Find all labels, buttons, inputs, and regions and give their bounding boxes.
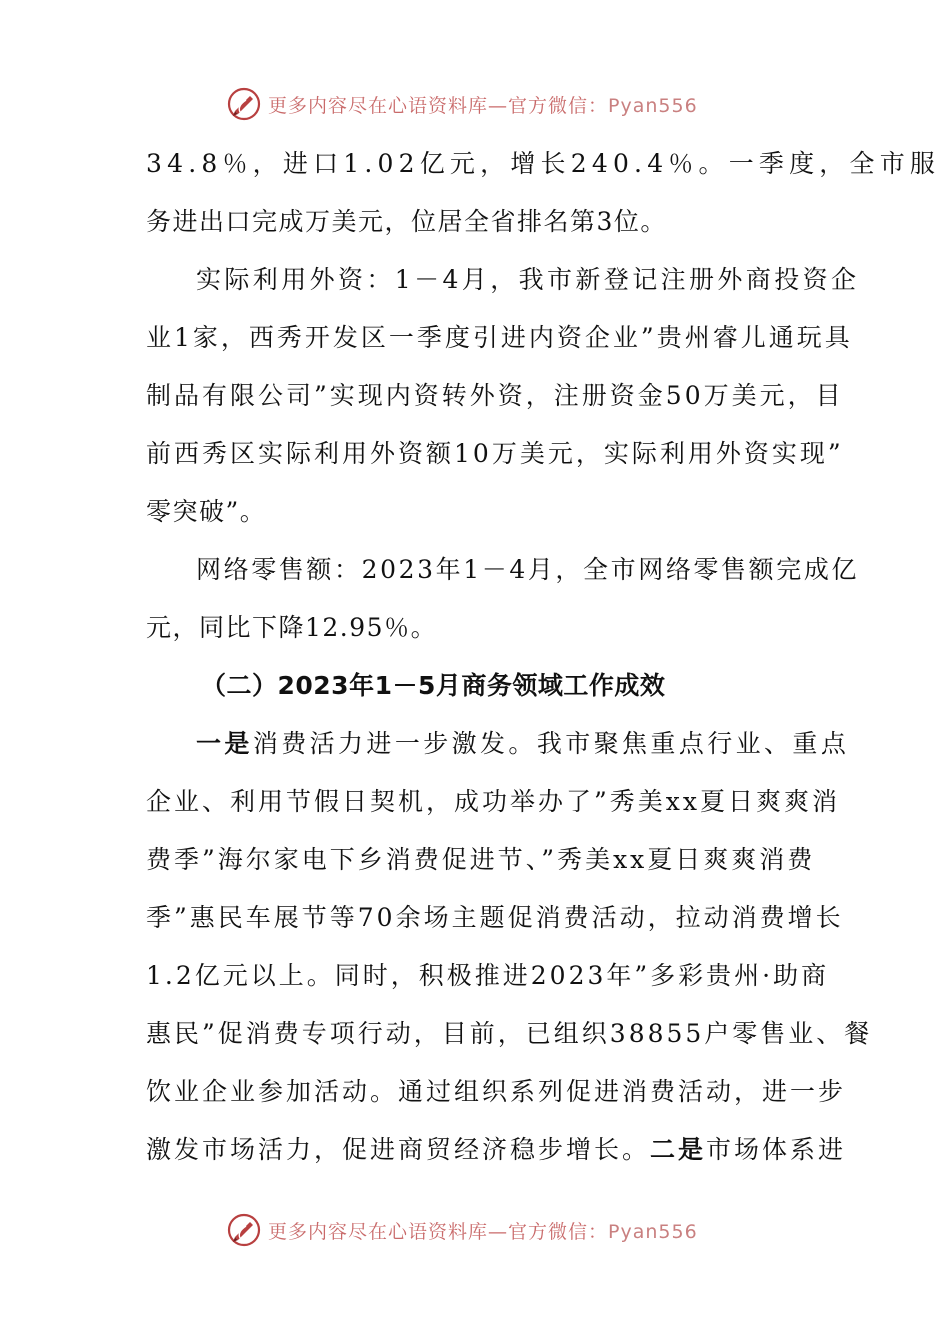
text-line: 业1家，西秀开发区一季度引进内资企业”贵州睿儿通玩具 xyxy=(146,323,853,352)
bold-marker: 一是 xyxy=(196,729,253,758)
wechat-handle: Pyan556 xyxy=(608,94,698,117)
text-line: 费季”海尔家电下乡消费促进节、”秀美xx夏日爽爽消费 xyxy=(146,845,816,874)
text-line: 企业、利用节假日契机，成功举办了”秀美xx夏日爽爽消 xyxy=(146,787,840,816)
text-line: 惠民”促消费专项行动，目前，已组织38855户零售业、餐 xyxy=(146,1019,873,1048)
bold-marker: 二是 xyxy=(650,1135,707,1164)
text-line: 零突破”。 xyxy=(146,497,267,526)
text-line: 实际利用外资：1－4月，我市新登记注册外商投资企 xyxy=(196,265,860,294)
text-line: 1.2亿元以上。同时，积极推进2023年”多彩贵州·助商 xyxy=(146,961,830,990)
watermark-banner-bottom xyxy=(226,1208,746,1252)
watermark-banner-top xyxy=(226,82,746,126)
text-line: 激发市场活力，促进商贸经济稳步增长。二是市场体系进 xyxy=(146,1135,847,1164)
text-line: 34.8％，进口1.02亿元，增长240.4％。一季度，全市服 xyxy=(146,149,941,178)
text-line: 一是消费活力进一步激发。我市聚焦重点行业、重点 xyxy=(196,729,850,758)
section-heading: （二）2023年1－5月商务领域工作成效 xyxy=(201,671,666,700)
watermark-text: 更多内容尽在心语资料库—官方微信：Pyan556 xyxy=(268,1220,698,1243)
text-line: 网络零售额：2023年1－4月，全市网络零售额完成亿 xyxy=(196,555,860,584)
text-line: 前西秀区实际利用外资额10万美元，实际利用外资实现” xyxy=(146,439,844,468)
document-body xyxy=(146,135,941,1179)
pen-circle-logo-icon xyxy=(226,1212,262,1248)
text-line: 饮业企业参加活动。通过组织系列促进消费活动，进一步 xyxy=(146,1077,847,1106)
wechat-handle: Pyan556 xyxy=(608,1220,698,1243)
watermark-text: 更多内容尽在心语资料库—官方微信：Pyan556 xyxy=(268,94,698,117)
text-line: 制品有限公司”实现内资转外资，注册资金50万美元，目 xyxy=(146,381,844,410)
text-line: 季”惠民车展节等70余场主题促消费活动，拉动消费增长 xyxy=(146,903,844,932)
text-line: 元，同比下降12.95％。 xyxy=(146,613,438,642)
text-line: 务进出口完成万美元，位居全省排名第3位。 xyxy=(146,207,667,236)
pen-circle-logo-icon xyxy=(226,86,262,122)
